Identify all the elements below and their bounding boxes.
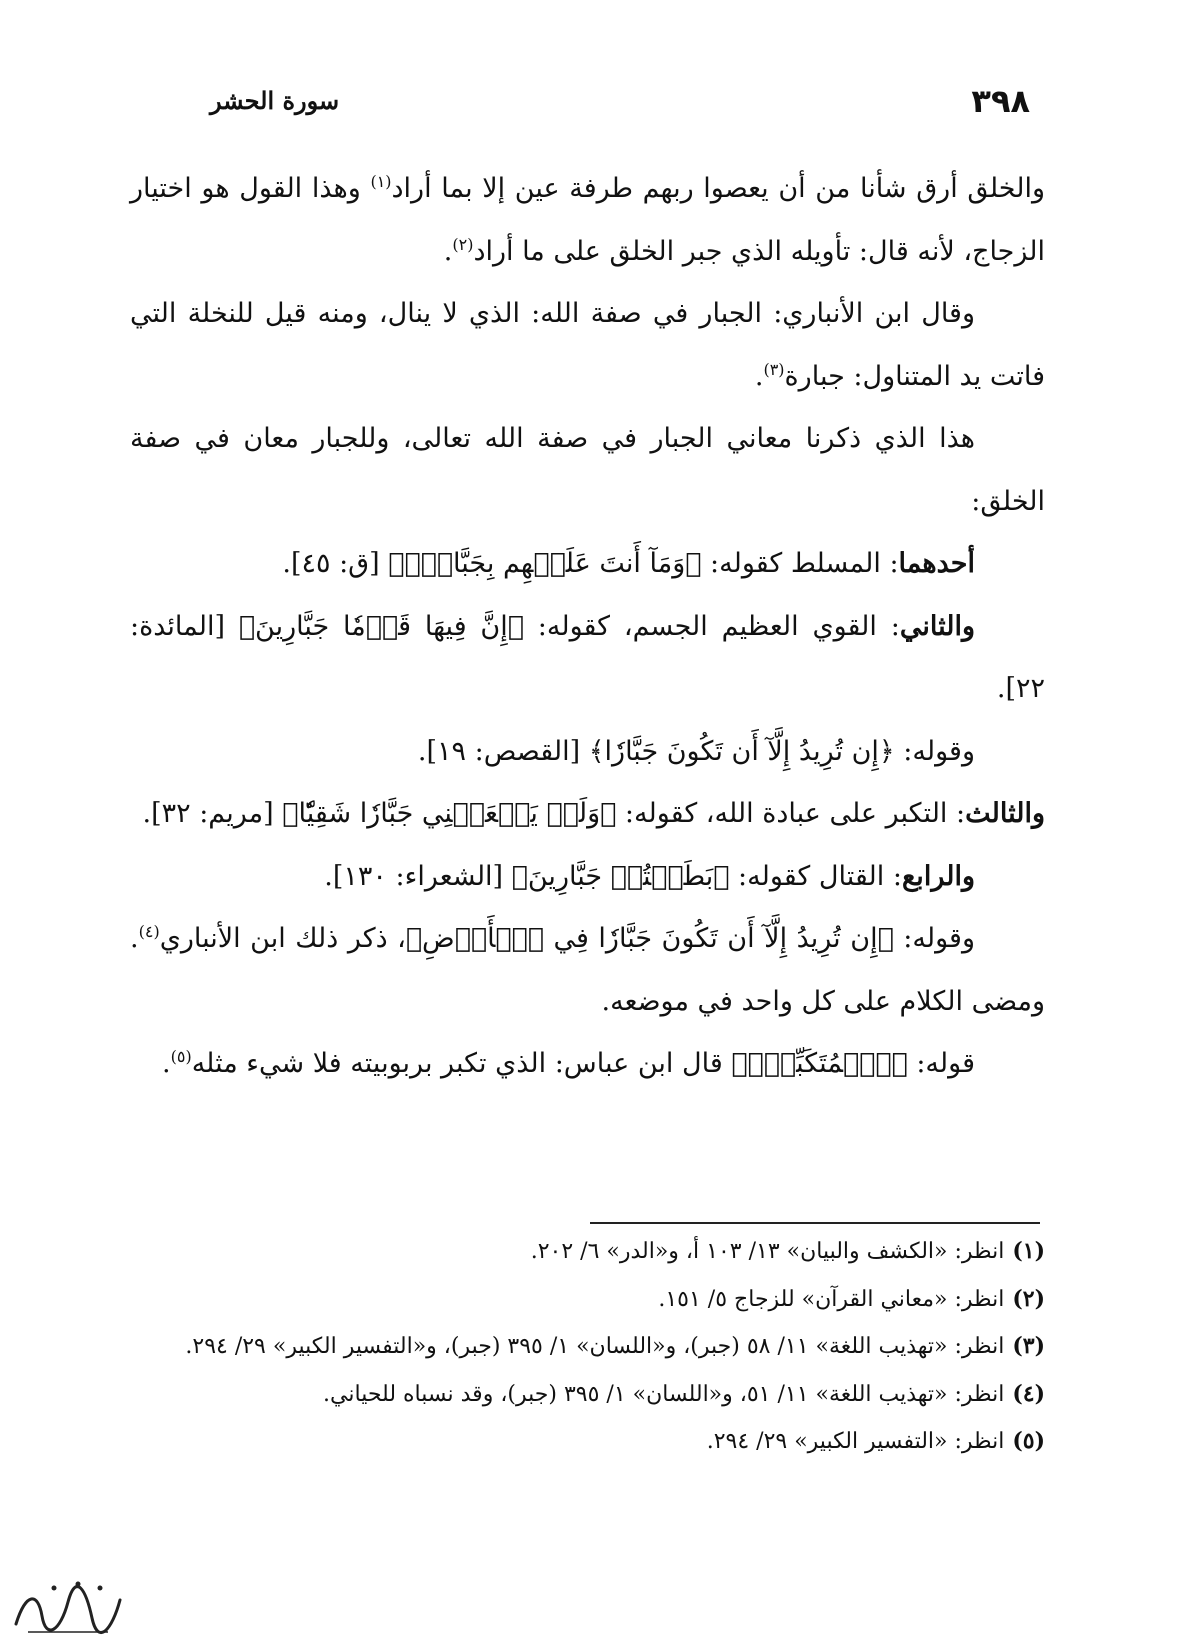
footnote-number: (٤) [1012,1380,1045,1407]
footnote-5 [120,1418,1045,1466]
meaning-item-3 [130,783,1045,846]
page-number: ٣٩٨ [971,82,1030,120]
item-text: : المسلط كقوله: ﴿وَمَآ أَنتَ عَلَيۡهِم بِجَبَّارٖۖ﴾ [ق: ٤٥]. [282,548,899,579]
meaning-item-4-extra [130,908,1045,1033]
footnotes [120,1228,1045,1466]
paragraph-2 [130,283,1045,408]
meaning-item-1 [130,533,1045,596]
item-text: وقوله: ﴿إِن تُرِيدُ إِلَّآ أَن تَكُونَ جَبَّارٗا﴾ [القصص: ١٩]. [417,735,975,767]
footnote-number: (٣) [1012,1333,1045,1359]
running-title: سورة الحشر [210,86,340,115]
footnote-text: انظر: «الكشف والبيان» ١٣/ ١٠٣ أ، و«الدر» ٦/ ٢٠٢. [530,1239,1005,1264]
paragraph-text: قوله: ﴿ٱلۡمُتَكَبِّرُۚ﴾ قال ابن عباس: الذي تكبر بربوبيته فلا شيء مثله [191,1048,975,1079]
footnote-text: انظر: «تهذيب اللغة» ١١/ ٥١، و«اللسان» ١/ ٣٩٥ (جبر)، وقد نسباه للحياني. [323,1381,1005,1407]
footnote-number: (٢) [1012,1285,1045,1312]
footnote-text: انظر: «التفسير الكبير» ٢٩/ ٢٩٤. [706,1429,1005,1454]
footnote-ref[interactable]: (٥) [170,1047,192,1066]
publisher-logo [8,1572,128,1642]
main-text [130,158,1045,1096]
paragraph-4 [130,1033,1045,1096]
footnote-ref[interactable]: (١) [370,172,392,191]
footnote-3 [120,1323,1045,1371]
meaning-item-2 [130,596,1045,721]
footnote-ref[interactable]: (٣) [763,359,785,379]
footnote-ref[interactable]: (٤) [138,922,160,941]
item-text: : القوي العظيم الجسم، كقوله: ﴿إِنَّ فِيهَا قَوۡمٗا جَبَّارِينَ﴾ [المائدة: ٢٢]. [130,610,1045,704]
meaning-item-4 [130,846,1045,909]
item-text: : التكبر على عبادة الله، كقوله: ﴿وَلَمۡ يَجۡعَلۡنِي جَبَّارٗا شَقِيّٗا﴾ [مريم: ٣٢]. [142,798,966,829]
paragraph-text: والخلق أرق شأنا من أن يعصوا ربهم طرفة عين إلا بما أراد [391,173,1045,204]
footnote-separator [590,1222,1040,1224]
footnote-4 [120,1371,1045,1419]
item-label: والرابع [901,860,975,892]
footnote-ref[interactable]: (٢) [452,234,474,254]
footnote-number: (١) [1012,1238,1045,1264]
punctuation: . [162,1048,171,1079]
item-text: وقوله: ﴿إِن تُرِيدُ إِلَّآ أَن تَكُونَ جَبَّارٗا فِي ٱلۡأَرۡضِ﴾، ذكر ذلك ابن الأنباري [159,923,975,954]
item-text: . ومضى الكلام على كل واحد في موضعه. [130,923,1045,1017]
footnote-1 [120,1228,1045,1276]
page-header [200,82,1030,132]
paragraph-text: هذا الذي ذكرنا معاني الجبار في صفة الله تعالى، وللجبار معان في صفة الخلق: [130,423,1045,517]
paragraph-text: وقال ابن الأنباري: الجبار في صفة الله: الذي لا ينال، ومنه قيل للنخلة التي فاتت يد المتناول: جبارة [130,298,1045,392]
meaning-item-2-extra [130,721,1045,784]
footnote-2 [120,1276,1045,1324]
item-text: : القتال كقوله: ﴿بَطَشۡتُمۡ جَبَّارِينَ﴾ [الشعراء: ١٣٠]. [324,860,902,892]
paragraph-text: وهذا القول هو اختيار الزجاج، لأنه قال: تأويله الذي جبر الخلق على ما أراد [130,173,1045,267]
item-label: والثالث [965,798,1045,829]
punctuation: . [443,235,453,267]
paragraph-1 [130,158,1045,283]
item-label: أحدهما [898,548,975,579]
item-label: والثاني [899,610,975,642]
footnote-text: انظر: «معاني القرآن» للزجاج ٥/ ١٥١. [658,1286,1005,1312]
punctuation: . [754,360,764,392]
paragraph-3 [130,408,1045,533]
footnote-number: (٥) [1012,1428,1045,1454]
footnote-text: انظر: «تهذيب اللغة» ١١/ ٥٨ (جبر)، و«اللسان» ١/ ٣٩٥ (جبر)، و«التفسير الكبير» ٢٩/ ٢٩٤. [185,1334,1005,1359]
